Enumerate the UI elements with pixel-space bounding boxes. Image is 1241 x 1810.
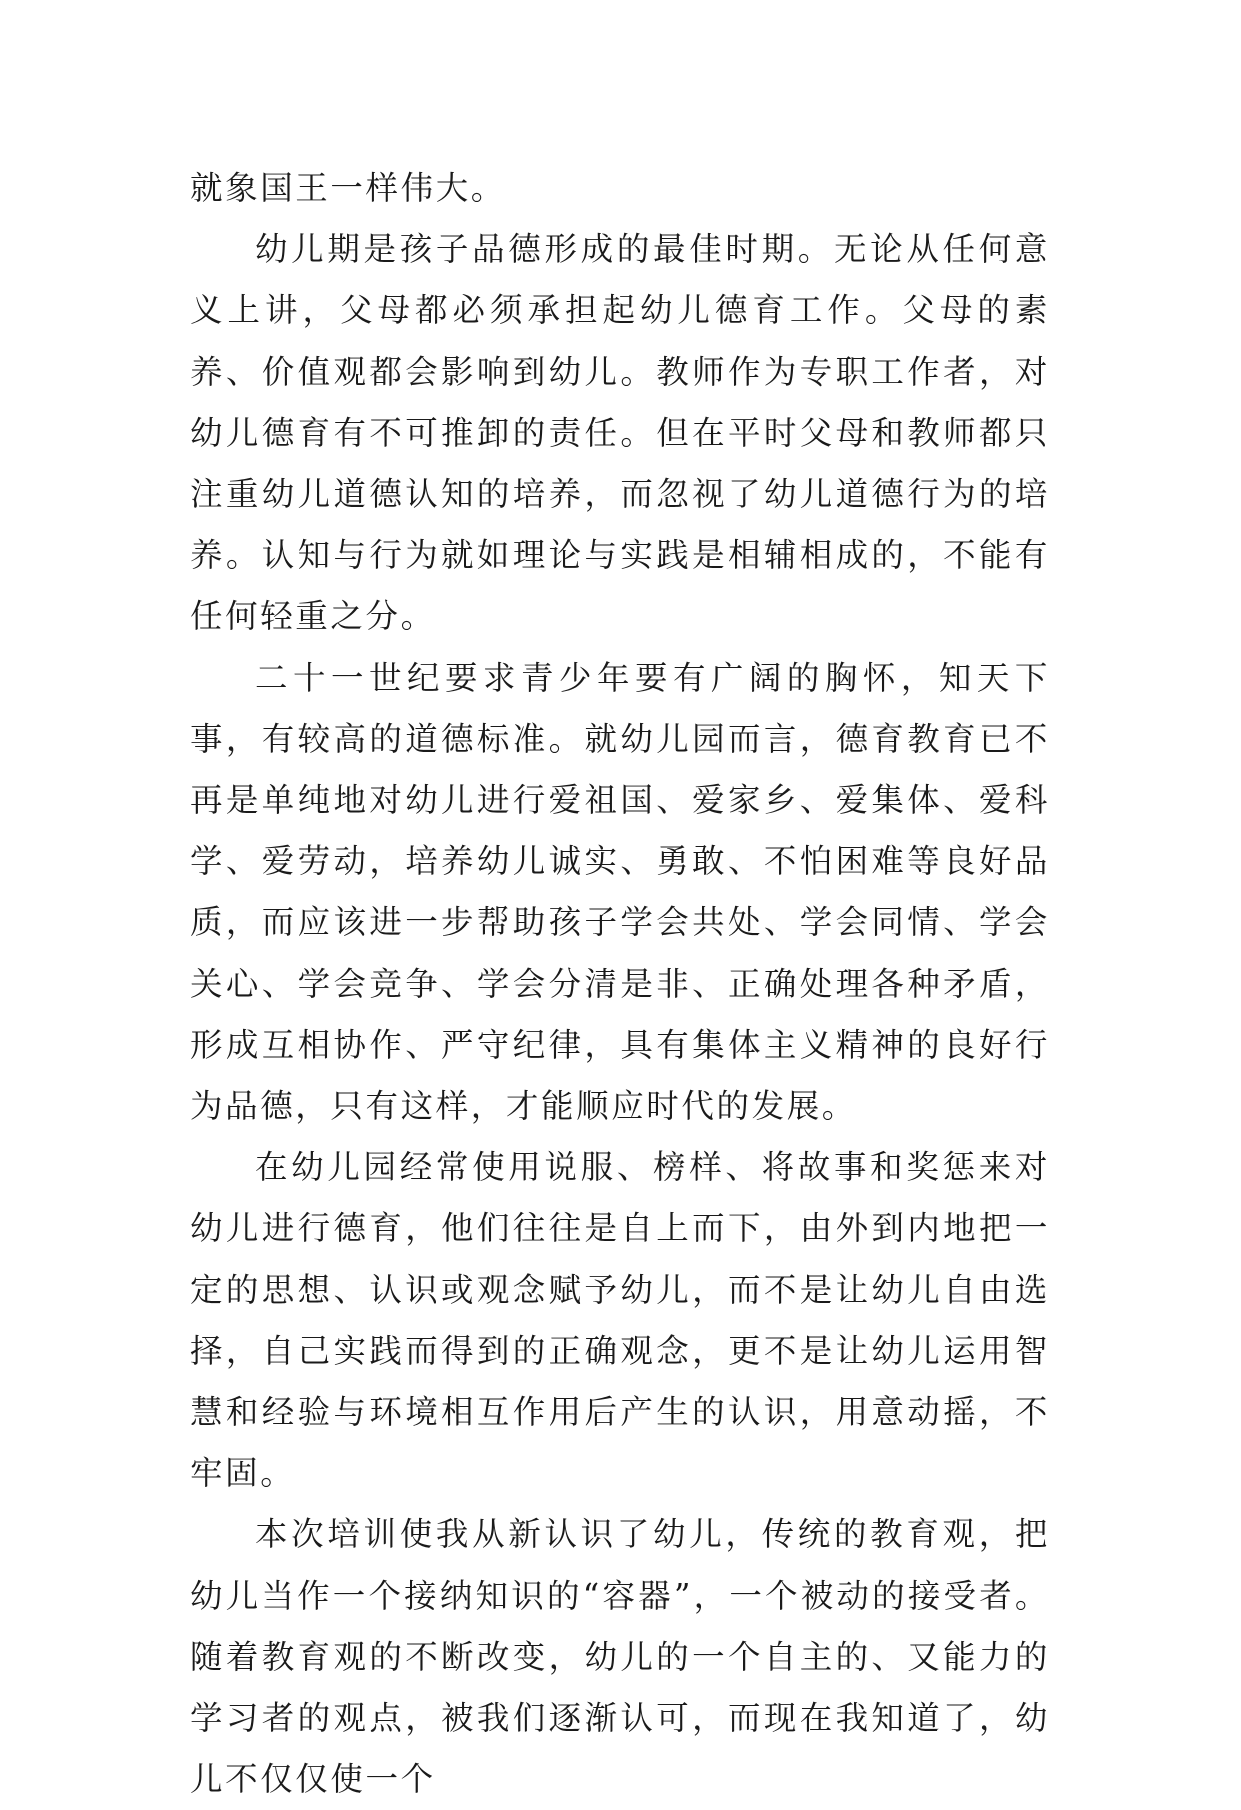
paragraph: 就象国王一样伟大。 bbox=[190, 169, 506, 207]
paragraph: 本次培训使我从新认识了幼儿，传统的教育观，把幼儿当作一个接纳知识的“容器”，一个被动的接受者。随着教育观的不断改变，幼儿的一个自主的、又能力的学习者的观点，被我们逐渐认可，而现在我知道了，幼儿不仅仅使一个 bbox=[190, 1515, 1050, 1799]
body-text bbox=[190, 158, 1050, 1810]
paragraph: 二十一世纪要求青少年要有广阔的胸怀，知天下事，有较高的道德标准。就幼儿园而言，德育教育已不再是单纯地对幼儿进行爱祖国、爱家乡、爱集体、爱科学、爱劳动，培养幼儿诚实、勇敢、不怕困难等良好品质，而应该进一步帮助孩子学会共处、学会同情、学会关心、学会竞争、学会分清是非、正确处理各种矛盾，形成互相协作、严守纪律，具有集体主义精神的良好行为品德，只有这样，才能顺应时代的发展。 bbox=[190, 658, 1050, 1126]
paragraph: 在幼儿园经常使用说服、榜样、将故事和奖惩来对幼儿进行德育，他们往往是自上而下，由外到内地把一定的思想、认识或观念赋予幼儿，而不是让幼儿自由选择，自己实践而得到的正确观念，更不是让幼儿运用智慧和经验与环境相互作用后产生的认识，用意动摇，不牢固。 bbox=[190, 1148, 1050, 1493]
paragraph: 幼儿期是孩子品德形成的最佳时期。无论从任何意义上讲，父母都必须承担起幼儿德育工作。父母的素养、价值观都会影响到幼儿。教师作为专职工作者，对幼儿德育有不可推卸的责任。但在平时父母和教师都只注重幼儿道德认知的培养，而忽视了幼儿道德行为的培养。认知与行为就如理论与实践是相辅相成的，不能有任何轻重之分。 bbox=[190, 230, 1050, 636]
